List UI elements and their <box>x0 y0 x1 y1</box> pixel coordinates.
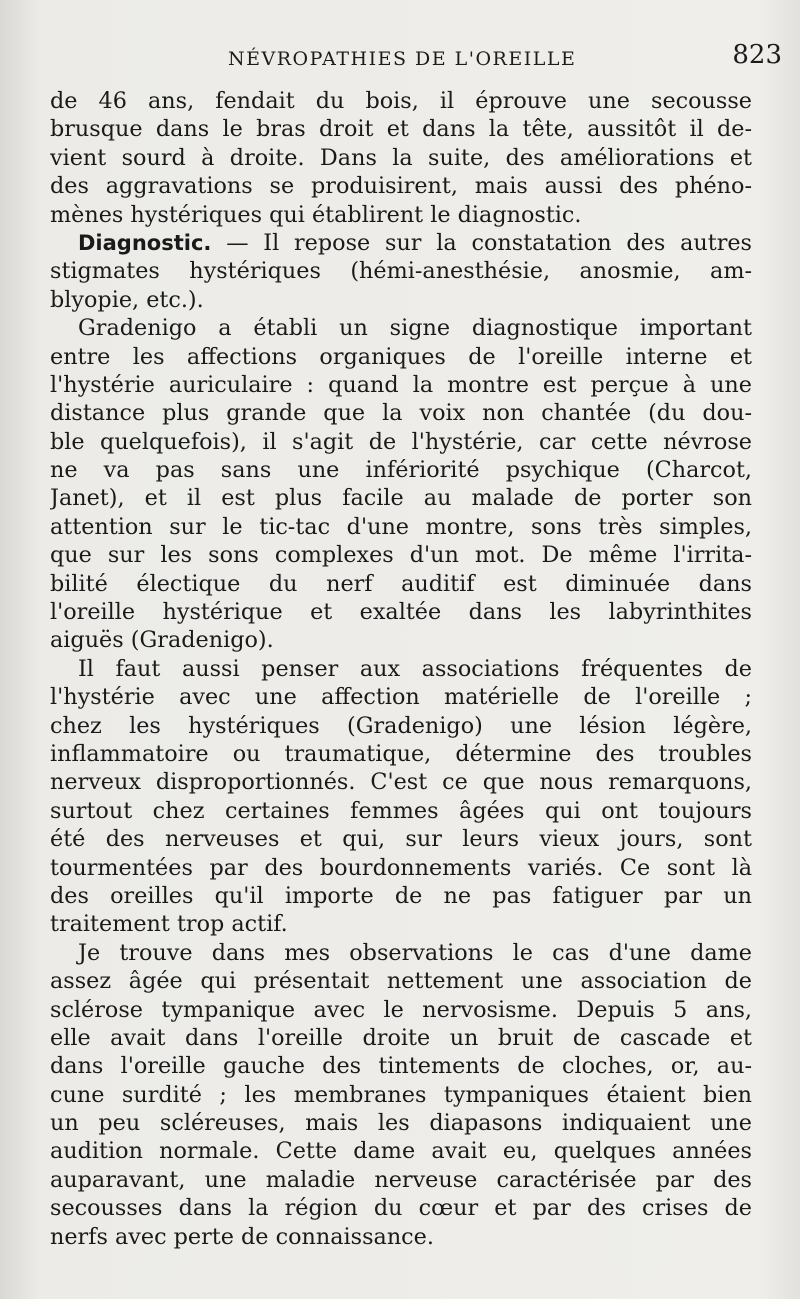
text-line: bilité électique du nerf auditif est diminuée dans <box>50 570 752 597</box>
text-line: nerfs avec perte de connaissance. <box>50 1223 434 1250</box>
text-line: l'hystérie auriculaire : quand la montre est perçue à une <box>50 371 752 398</box>
text-line: elle avait dans l'oreille droite un bruit de cascade et <box>50 1024 752 1051</box>
text-line: traitement trop actif. <box>50 911 288 938</box>
diagnostic-line <box>50 229 752 257</box>
text-line: ble quelquefois), il s'agit de l'hystérie, car cette névrose <box>50 428 752 455</box>
text-line: l'oreille hystérique et exaltée dans les labyrinthites <box>50 599 752 626</box>
text-line: distance plus grande que la voix non chantée (du dou- <box>50 400 752 427</box>
text-line: attention sur le tic-tac d'une montre, sons très simples, <box>50 513 752 540</box>
text-line: secousses dans la région du cœur et par des crises de <box>50 1195 752 1222</box>
text-line: blyopie, etc.). <box>50 286 204 313</box>
text-line: surtout chez certaines femmes âgées qui ont toujours <box>50 797 752 824</box>
text-line: tourmentées par des bourdonnements variés. Ce sont là <box>50 854 752 881</box>
page-header <box>0 40 800 76</box>
running-title: NÉVROPATHIES DE L'OREILLE <box>228 48 577 70</box>
text-line: des oreilles qu'il importe de ne pas fatiguer par un <box>50 882 752 909</box>
text-line: aiguës (Gradenigo). <box>50 627 274 654</box>
text-line: des aggravations se produisirent, mais aussi des phéno- <box>50 173 752 200</box>
text-line: Je trouve dans mes observations le cas d'une dame <box>78 939 752 966</box>
text-line: Il faut aussi penser aux associations fréquentes de <box>78 655 752 682</box>
text-line: un peu scléreuses, mais les diapasons indiquaient une <box>50 1110 752 1137</box>
text-line: stigmates hystériques (hémi-anesthésie, anosmie, am- <box>50 258 752 285</box>
text-line: cune surdité ; les membranes tympaniques étaient bien <box>50 1081 752 1108</box>
text-line: été des nerveuses et qui, sur leurs vieux jours, sont <box>50 826 752 853</box>
text-line: assez âgée qui présentait nettement une association de <box>50 968 752 995</box>
page-number: 823 <box>732 40 782 70</box>
text-line: — Il repose sur la constatation des autres <box>226 229 752 256</box>
text-line: ne va pas sans une infériorité psychique (Charcot, <box>50 457 752 484</box>
text-line: inflammatoire ou traumatique, détermine des troubles <box>50 740 752 767</box>
text-line: entre les affections organiques de l'oreille interne et <box>50 343 752 370</box>
text-line: sclérose tympanique avec le nervosisme. Depuis 5 ans, <box>50 996 752 1023</box>
text-line: mènes hystériques qui établirent le diagnostic. <box>50 201 582 228</box>
text-line: vient sourd à droite. Dans la suite, des améliorations et <box>50 144 752 171</box>
text-line: que sur les sons complexes d'un mot. De même l'irrita- <box>50 542 752 569</box>
text-line: dans l'oreille gauche des tintements de cloches, or, au- <box>50 1053 752 1080</box>
section-heading: Diagnostic. <box>78 230 212 255</box>
text-line: Janet), et il est plus facile au malade de porter son <box>50 485 752 512</box>
text-line: nerveux disproportionnés. C'est ce que nous remarquons, <box>50 769 752 796</box>
text-line: brusque dans le bras droit et dans la tête, aussitôt il de- <box>50 116 752 143</box>
text-line: l'hystérie avec une affection matérielle de l'oreille ; <box>50 684 752 711</box>
text-line: audition normale. Cette dame avait eu, quelques années <box>50 1138 752 1165</box>
text-line: Gradenigo a établi un signe diagnostique important <box>78 315 752 342</box>
body-text <box>50 87 752 1251</box>
text-line: de 46 ans, fendait du bois, il éprouve une secousse <box>50 88 752 114</box>
text-line: auparavant, une maladie nerveuse caractérisée par des <box>50 1166 752 1193</box>
text-line: chez les hystériques (Gradenigo) une lésion légère, <box>50 712 752 739</box>
